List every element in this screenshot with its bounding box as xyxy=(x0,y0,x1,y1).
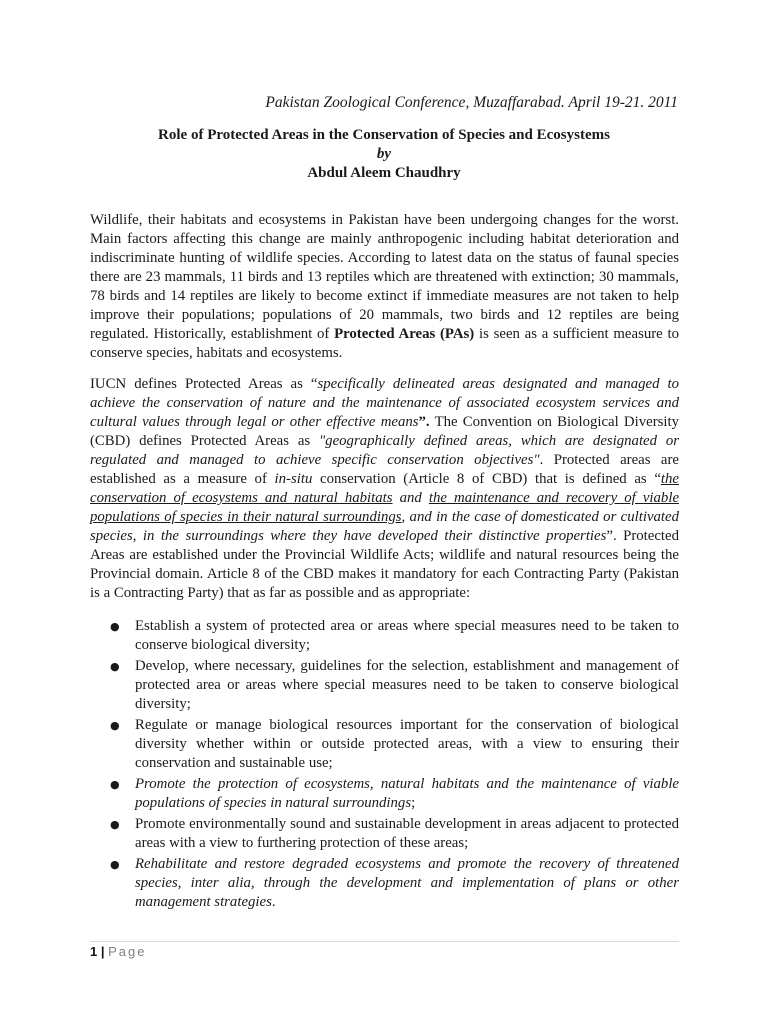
intro-text: Wildlife, their habitats and ecosystems in Pakistan have been undergoing changes for the worst. Main factors affecting this change are mainly anthropogenic including habitat deterioration and indiscriminate hunting of wildlife species. According to latest data on the status of faunal species there are 23 mammals, 11 birds and 13 reptiles which are threatened with extinction; 30 mammals, 78 birds and 14 reptiles are likely to become extinct if immediate measures are not taken to help improve their populations; populations of 20 mammals, two birds and 12 reptiles are being regulated. Historically, establishment of xyxy=(90,212,679,342)
bullet-text-end: . xyxy=(271,894,276,910)
insitu-def-underlined-2: the maintenance and recovery of viable populations of species in their natural surroundings xyxy=(90,490,680,525)
title-block xyxy=(90,126,678,183)
list-item xyxy=(90,617,679,655)
bullet-text-italic: Promote the protection of ecosystems, natural habitats and the maintenance of viable populations of species in natural surroundings xyxy=(135,776,679,811)
intro-bold-term: Protected Areas (PAs) xyxy=(334,326,475,342)
bullet-icon: ● xyxy=(110,778,120,791)
list-item xyxy=(90,657,679,714)
bullet-text-end: ; xyxy=(411,795,416,811)
def-text-2: The Convention on Biological Diversity (CBD) defines Protected Areas as xyxy=(90,414,679,449)
document-body xyxy=(90,211,679,914)
page-label: Page xyxy=(108,944,147,959)
page-number: 1 xyxy=(90,944,98,959)
bullet-text-italic: Rehabilitate and restore degraded ecosystems and promote the recovery of threatened species, inter alia, through the development and implementation of plans or other management strategies xyxy=(135,856,679,910)
paragraph-definitions xyxy=(90,375,679,603)
insitu-def-rest: , and in the case of domesticated or cultivated species, in the surroundings where they have developed their distinctive properties xyxy=(90,509,680,544)
cbd-definition-quote: "geographically defined areas, which are designated or regulated and managed to achieve specific conservation objectives" xyxy=(90,433,679,468)
bullet-text: Regulate or manage biological resources important for the conservation of biological diversity whether within or outside protected areas, with a view to ensuring their conservation and sustainable use; xyxy=(135,717,679,771)
bullet-icon: ● xyxy=(110,818,120,831)
bullet-text: Develop, where necessary, guidelines for the selection, establishment and management of protected area or areas where special measures need to be taken to conserve biological diversity; xyxy=(135,658,679,712)
def-text-4: conservation (Article 8 of CBD) that is defined as “ xyxy=(312,471,661,487)
bullet-icon: ● xyxy=(110,660,120,673)
conference-header: Pakistan Zoological Conference, Muzaffarabad. April 19-21. 2011 xyxy=(265,94,678,111)
def-text-3: . Protected areas are established as a measure of xyxy=(90,452,679,487)
paragraph-intro xyxy=(90,211,679,363)
author-name: Abdul Aleem Chaudhry xyxy=(307,165,461,181)
bullet-text: Establish a system of protected area or areas where special measures need to be taken to conserve biological diversity; xyxy=(135,618,679,653)
insitu-def-and: and xyxy=(392,490,429,506)
page-footer xyxy=(90,943,147,961)
def-close-quote: ”. xyxy=(418,414,430,430)
bullet-icon: ● xyxy=(110,620,120,633)
list-item xyxy=(90,775,679,813)
footer-divider xyxy=(90,941,679,942)
list-item xyxy=(90,815,679,853)
iucn-definition-quote: specifically delineated areas designated and managed to achieve the conservation of nature and the maintenance of associated ecosystem services and cultural values through legal or other effective means xyxy=(90,376,679,430)
article8-bullet-list xyxy=(90,617,679,912)
bullet-icon: ● xyxy=(110,858,120,871)
bullet-text: Promote environmentally sound and sustainable development in areas adjacent to protected areas with a view to furthering protection of these areas; xyxy=(135,816,679,851)
insitu-def-underlined-1: the conservation of ecosystems and natural habitats xyxy=(90,471,679,506)
def-text-5: ”. Protected Areas are established under the Provincial Wildlife Acts; wildlife and natural resources being the Provincial domain. Article 8 of the CBD makes it mandatory for each Contracting Party (Pakistan is a Contracting Party) that as far as possible and as appropriate: xyxy=(90,528,679,601)
list-item xyxy=(90,855,679,912)
footer-separator: | xyxy=(100,944,105,959)
list-item xyxy=(90,716,679,773)
paper-title: Role of Protected Areas in the Conservation of Species and Ecosystems xyxy=(158,127,610,143)
in-situ-term: in-situ xyxy=(274,471,313,487)
bullet-icon: ● xyxy=(110,719,120,732)
intro-text-end: is seen as a sufficient measure to conserve species, habitats and ecosystems. xyxy=(90,326,679,361)
def-text-1: IUCN defines Protected Areas as “ xyxy=(90,376,318,392)
byline-by: by xyxy=(376,146,392,162)
